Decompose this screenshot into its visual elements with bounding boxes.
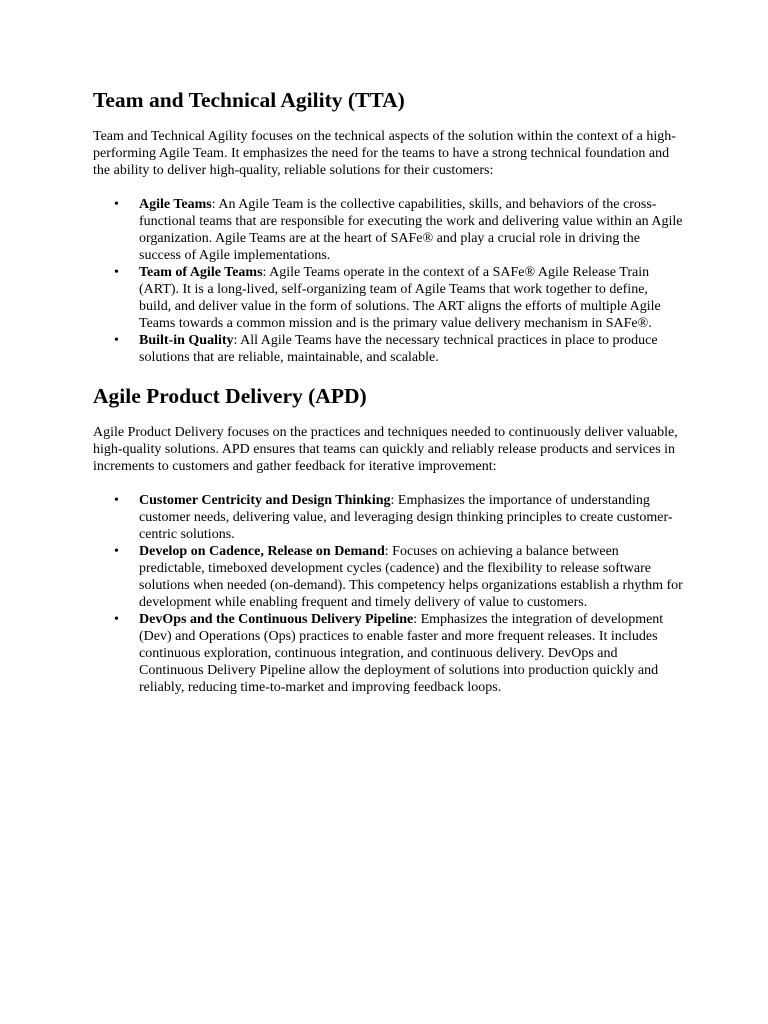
section-heading-apd: Agile Product Delivery (APD) [93,384,367,408]
list-item-term: DevOps and the Continuous Delivery Pipeline [139,612,414,627]
bullet-icon: • [114,197,119,212]
list-item-text: : Emphasizes the integration of development (Dev) and Operations (Ops) practices to enable faster and more frequent releases. It includes continuous exploration, continuous integration, and continuous delivery. DevOps and Continuous Delivery Pipeline allow the deployment of solutions into production quickly and reliably, reducing time-to-market and improving feedback loops. [139,612,664,695]
section-heading-tta: Team and Technical Agility (TTA) [93,88,405,112]
bullet-icon: • [114,612,119,627]
list-item-text: : An Agile Team is the collective capabilities, skills, and behaviors of the cross-functional teams that are responsible for executing the work and delivering value within an Agile organization. Agile Teams are at the heart of SAFe® and play a crucial role in driving the success of Agile implementations. [139,197,683,263]
list-item-term: Develop on Cadence, Release on Demand [139,544,385,559]
bullet-icon: • [114,544,119,559]
section-intro-apd: Agile Product Delivery focuses on the practices and techniques needed to continuously deliver valuable, high-quality solutions. APD ensures that teams can quickly and reliably release products and services in increments to customers and gather feedback for iterative improvement: [93,425,678,474]
list-item-term: Customer Centricity and Design Thinking [139,493,391,508]
bullet-icon: • [114,493,119,508]
document-page [93,86,683,696]
bullet-list-apd [93,492,683,696]
list-item [93,196,683,264]
list-item [93,492,683,543]
list-item-text: : Emphasizes the importance of understanding customer needs, delivering value, and leveraging design thinking principles to create customer-centric solutions. [139,493,673,542]
list-item-term: Built-in Quality [139,333,234,348]
list-item-term: Team of Agile Teams [139,265,263,280]
list-item-text: : Focuses on achieving a balance between predictable, timeboxed development cycles (cadence) and the flexibility to release software solutions when needed (on-demand). This competency helps organizations establish a rhythm for development while enabling frequent and timely delivery of value to customers. [139,544,683,610]
list-item-text: : All Agile Teams have the necessary technical practices in place to produce solutions that are reliable, maintainable, and scalable. [139,333,658,365]
bullet-list-tta [93,196,683,366]
list-item [93,543,683,611]
bullet-icon: • [114,265,119,280]
list-item [93,611,683,696]
section-intro-tta: Team and Technical Agility focuses on the technical aspects of the solution within the context of a high-performing Agile Team. It emphasizes the need for the teams to have a strong technical foundation and the ability to deliver high-quality, reliable solutions for their customers: [93,129,676,178]
bullet-icon: • [114,333,119,348]
list-item [93,264,683,332]
list-item [93,332,683,366]
list-item-term: Agile Teams [139,197,212,212]
list-item-text: : Agile Teams operate in the context of a SAFe® Agile Release Train (ART). It is a long-lived, self-organizing team of Agile Teams that work together to define, build, and deliver value in the form of solutions. The ART aligns the efforts of multiple Agile Teams towards a common mission and is the primary value delivery mechanism in SAFe®. [139,265,661,331]
